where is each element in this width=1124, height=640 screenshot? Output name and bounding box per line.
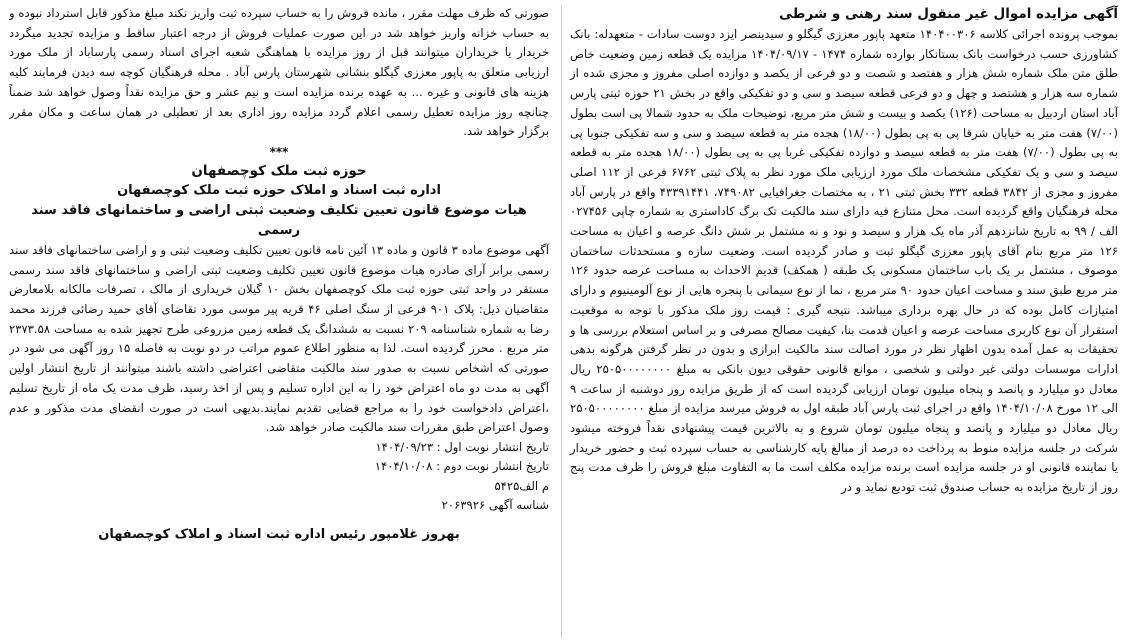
auction-notice-continuation: صورتی که ظرف مهلت مقرر ، مانده فروش را به حساب سپرده ثبت واریز نکند مبلغ مذکور قابل استرداد نبوده و به حساب خزانه واریز خواهد شد در این صورت عملیات فروش از درجه اعتبار ساقط و مزایده تجدید میگردد خریدار یا خریداران میتوانند قبل از روز مزایده با هماهنگی شعبه اجرای اسناد رسمی پارساباد از ملک مورد ارزیابی متعلق به پاپور معززی گیگلو بنشانی شهرستان پارس آباد . محله فرهنگیان کوچه سه دیدن فرمایند کلیه هزینه های قانونی و غیره ... به عهده برنده مزایده است و نیم عشر و حق مزایده نقداً وصول خواهد شد ضمناً چنانچه روز مزایده تعطیل رسمی اعلام گردد مزایده روز اداری بعد از تعطیلی در همان ساعت و مکان مقرر برگزار خواهد شد. bbox=[9, 6, 549, 139]
registry-department-heading: اداره ثبت اسناد و املاک حوزه ثبت ملک کوچصفهان bbox=[117, 182, 441, 198]
publish-date-first: تاریخ انتشار نوبت اول : ۱۴۰۴/۰۹/۲۳ bbox=[375, 439, 549, 454]
auction-notice-body: بموجب پرونده اجرائی کلاسه ۱۴۰۴۰۰۳۰۶ متعهد پاپور معززی گیگلو و سیدینصر ایزد دوست سادات - متعهدله: بانک کشاورزی حسب درخواست بانک بستانکار بوارده شماره ۱۴۷۴ - ۱۴۰۴/۰۹/۱۷ مزایده یک قطعه زمین وضعیت خاص طلق متن ملک شماره شش هزار و هفتصد و شصت و دو فرعی از یکصد و دوازده اصلی مفروز و مجزی شده از شماره سه هزار و هشتصد و چهل و دو فرعی قطعه سیصد و سی و دو تفکیکی واقع در بخش ۲۱ حوزه ثبتی پارس آباد استان اردبیل به مساحت (۱۲۶) یکصد و بیست و شش متر مربع، توضیحات ملک به حدود شمالا پی است بطول (۷/۰۰) هفت متر به خیابان شرقا پی به پی بطول (۱۸/۰۰) هجده متر به قطعه سیصد و سی و سه تفکیکی جنوبا پی به پی بطول (۷/۰۰) هفت متر به قطعه سیصد و دوازده تفکیکی غربا پی به پی بطول (۱۸/۰۰ هجده متر به قطعه سیصد و سی و یک تفکیکی مشخصات ملک مورد ارزیابی ملک مورد نظر به پلاک ثبتی ۶۷۶۲ فرعی از ۱۱۲ اصلی مفروز و مجزی از ۳۸۴۲ قطعه ۳۳۲ بخش ثبتی ۲۱ ، به مختصات جغرافیایی ۷۴۹۰۸۲، ۴۳۳۹۱۴۴۱ واقع در پارس آباد محله فرهنگیان واقع گردیده است. محل متنازع فیه دارای سند مالکیت تک برگ کاداستری به شماره چاپی ۰۲۷۴۵۶ الف / ۹۹ به تاریخ شانزدهم آذر ماه یک هزار و سیصد و نود و نه مشتمل بر شش دانگ عرصه و اعیان به مساحت ۱۲۶ متر مربع بنام آقای پاپور معززی گیگلو ثبت و صادر گردیده است. وضعیت سازه و مستحدثات ساختمان موصوف ، مشتمل بر یک باب ساختمان مسکونی یک طبقه ( همکف) قدیم الاحداث به مساحت عرصه حدود ۱۲۶ متر مربع طبق سند و مساحت اعیان حدود ۹۰ متر مربع ، نما از نوع سیمانی با پنجره هایی از نوع آلومینیوم و دارای امتیازات کامل بوده که در حال بهره برداری میباشد. نتیجه گیری : قیمت روز ملک مذکور با توجه به موقعیت استقرار آن نوع کاربری مساحت عرصه و اعیان قدمت بنا، کیفیت مصالح مصرفی و بر اساس استعلام بررسی ها و تحقیقات به عمل آمده بدون اظهار نظر در مورد اصالت سند مالکیت ابرازی و بدون در نظر گرفتن هرگونه بدهی ادارات موسسات دولتی غیر دولتی و شخصی ، موانع قانونی حقوقی دیون بانکی به مبلغ ۲۵۰۵۰۰۰۰۰۰۰۰ ریال معادل دو میلیارد و پانصد و پنجاه میلیون تومان ارزیابی گردیده است که از طریق مزایده روز دوشنبه از ساعت ۹ الی ۱۲ مورخ ۱۴۰۴/۱۰/۰۸ واقع در اجرای ثبت پارس آباد طبقه اول به فروش میرسد مزایده از مبلغ ۲۵۰۵۰۰۰۰۰۰۰۰ ریال معادل دو میلیارد و پانصد و پنجاه میلیون تومان شروع و به بالاترین قیمت پیشنهادی نقداً فروخته میشود شرکت در جلسه مزایده منوط به پرداخت ده درصد از مبالغ پایه کارشناسی به حساب سپرده ثبت و حضور خریدار یا نماینده قانونی او در جلسه مزایده است برنده مزایده مکلف است ما به التفاوت مبلغ فروش را ظرف مدت پنج روز از تاریخ مزایده به حساب صندوق ثبت تودیع نماید و در bbox=[570, 27, 1118, 495]
section-separator: *** bbox=[269, 144, 289, 159]
committee-heading: هیات موضوع قانون تعیین تکلیف وضعیت ثبتی اراضی و ساختمانهای فاقد سند رسمی bbox=[31, 202, 527, 238]
auction-notice-column bbox=[562, 4, 1118, 640]
ad-identifier: شناسه آگهی ۲۰۶۳۹۲۶ bbox=[441, 498, 549, 513]
registration-notice-column bbox=[9, 4, 557, 640]
signatory-line: بهروز غلامپور رئیس اداره ثبت اسناد و املاک کوچصفهان bbox=[98, 526, 460, 542]
registration-notice-body: آگهی موضوع ماده ۳ قانون و ماده ۱۳ آئین نامه قانون تعیین تکلیف وضعیت ثبتی و و اراضی ساختمانهای فاقد سند رسمی برابر آرای صادره هیات موضوع قانون تعیین تکلیف وضعیت ثبتی اراضی و ساختمانهای فاقد سند رسمی مستقر در واحد ثبتی حوزه ثبت ملک کوچصفهان بخش ۱۰ گیلان خریداری از مالک ، تصرفات مالکانه بلامعارض متقاضیان ذیل: پلاک ۹۰۱ فرعی از سنگ اصلی ۴۶ قریه پیر موسی مورد تقاضای آقای حمید رضائی فرزند محمد رضا به شماره شناسنامه ۲۰۹ نسبت به ششدانگ یک قطعه زمین مزروعی طرح تجهیز شده به مساحت ۲۳۷۳.۵۸ متر مربع . محرز گردیده است. لذا به منظور اطلاع عموم مراتب در دو نوبت به فاصله ۱۵ روز آگهی می شود در صورتی که اشخاص نسبت به صدور سند مالکیت متقاضی اعتراضی داشته باشند میتوانند از تاریخ انتشار اولین آگهی به مدت دو ماه اعتراض خود را به این اداره تسلیم و پس از اخذ رسید، ظرف مدت یک ماه از تاریخ تسلیم ،اعتراض دادخواست خود را به مراجع قضایی تقدیم نمایند.بدیهی است در صورت انقضای مدت مذکور و عدم وصول اعتراض طبق مقررات سند مالکیت صادر خواهد شد. bbox=[9, 242, 549, 435]
auction-notice-title: آگهی مزایده اموال غیر منقول سند رهنی و شرطی bbox=[779, 6, 1118, 22]
publish-date-second: تاریخ انتشار نوبت دوم : ۱۴۰۴/۱۰/۰۸ bbox=[374, 459, 549, 474]
registry-office-heading: حوزه ثبت ملک کوچصفهان bbox=[191, 162, 367, 179]
column-divider bbox=[561, 6, 562, 638]
reference-code: م الف۵۴۲۵ bbox=[494, 478, 549, 493]
